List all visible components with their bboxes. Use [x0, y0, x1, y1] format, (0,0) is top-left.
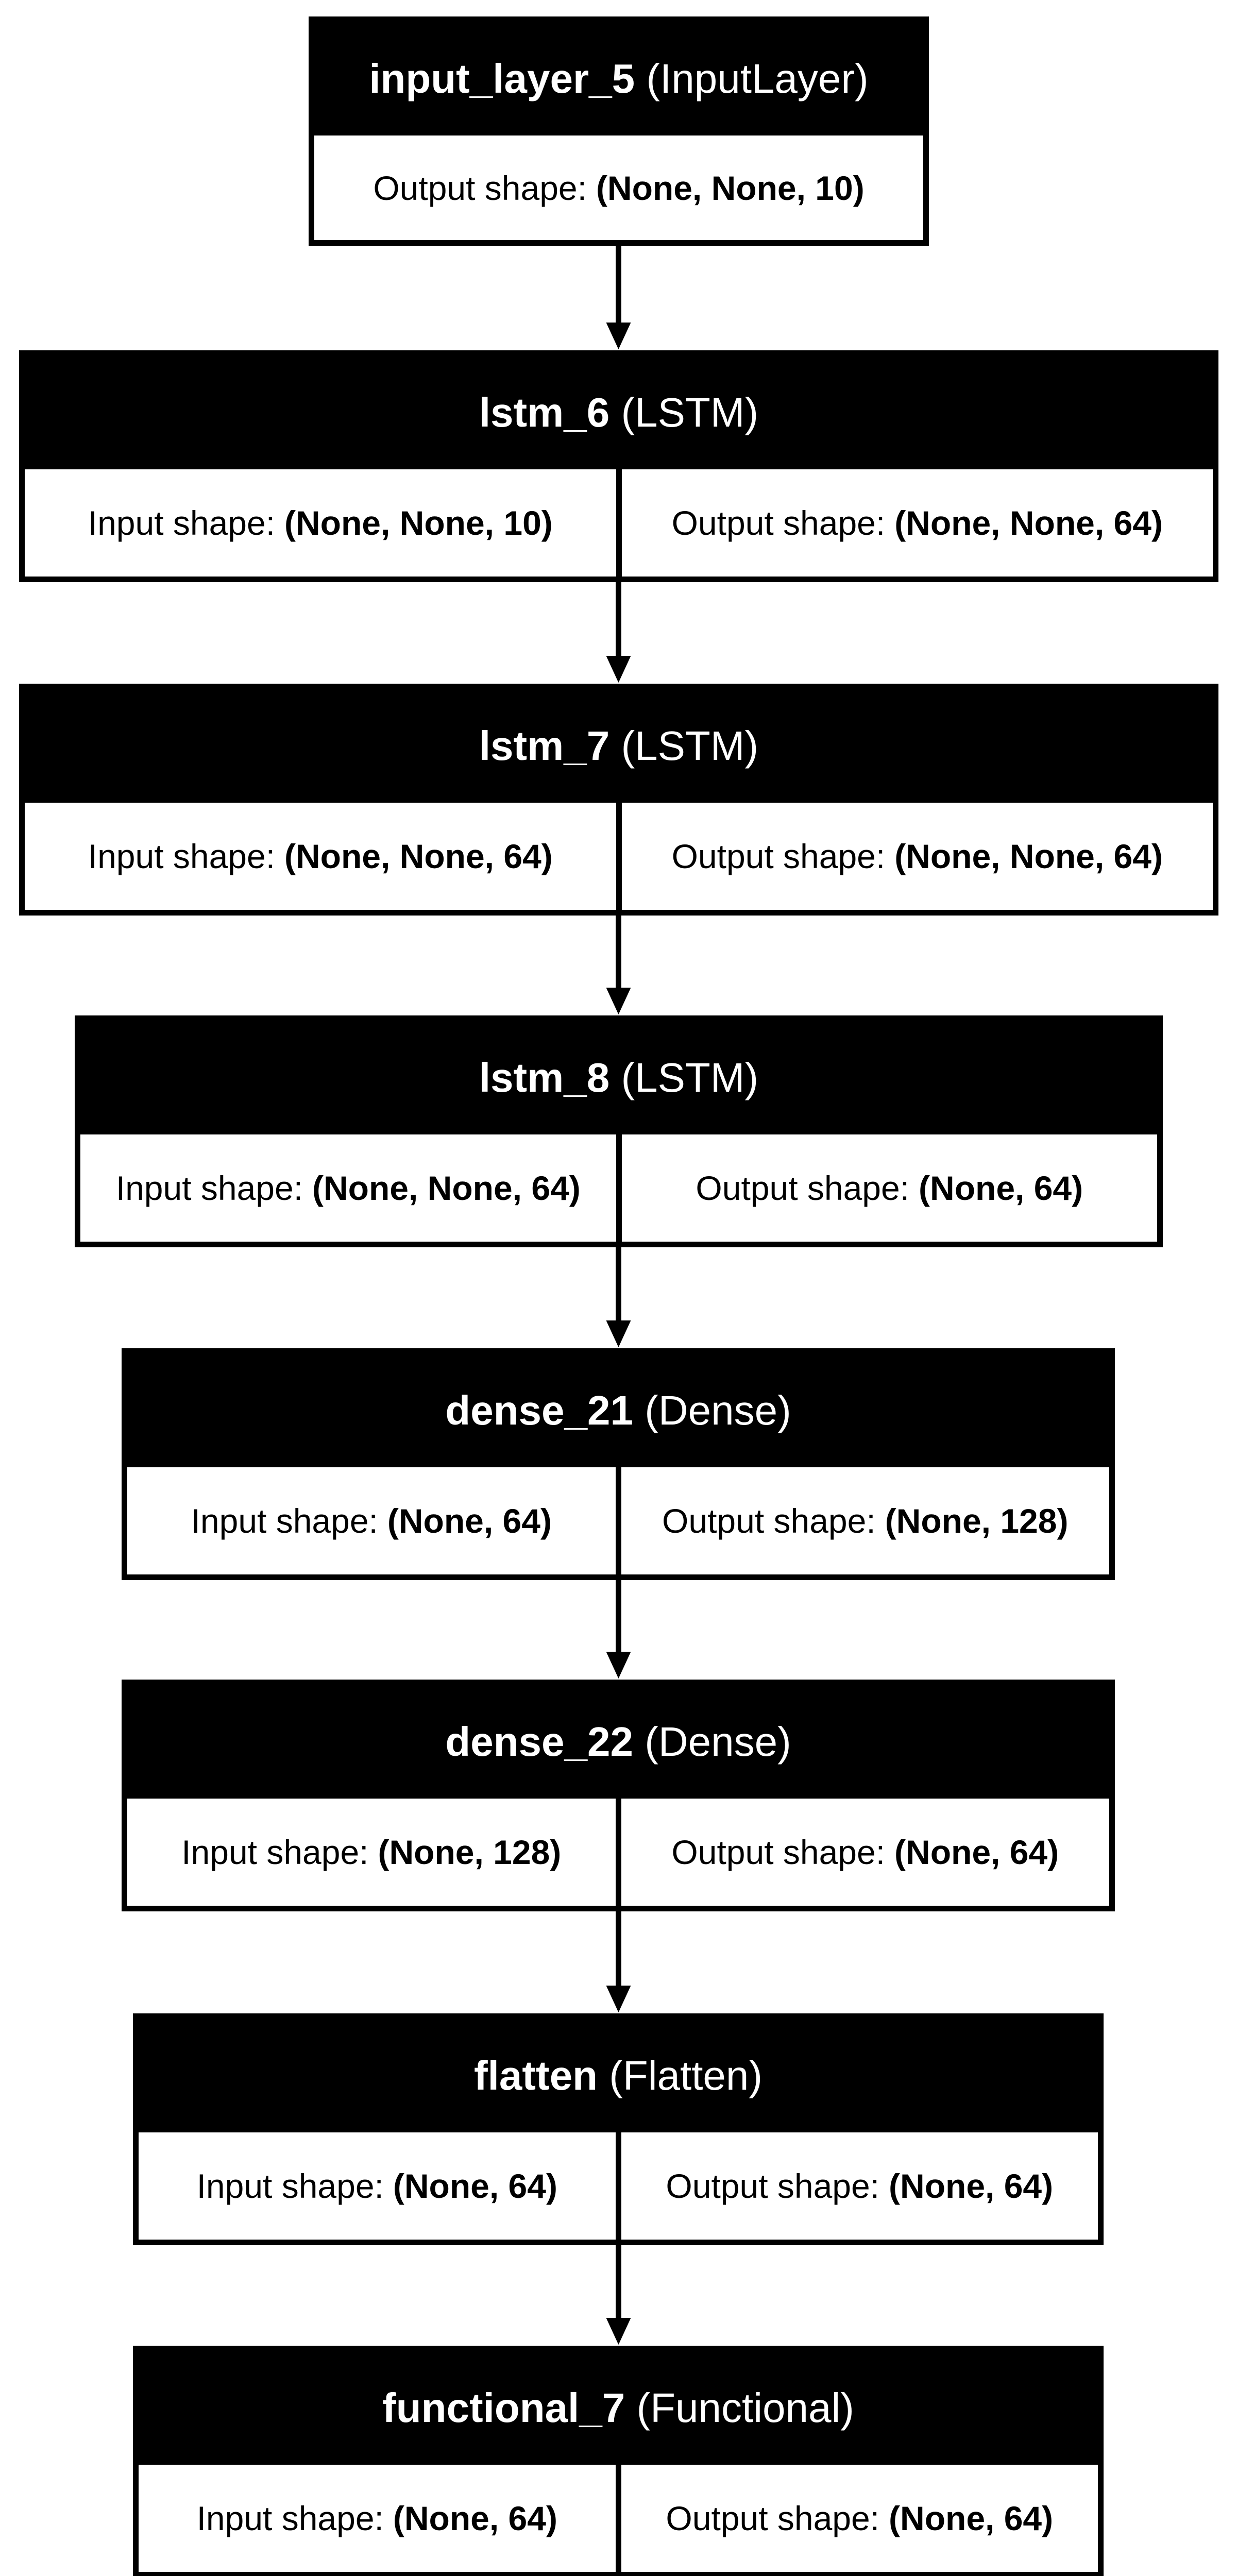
output-shape-value: (None, 64)	[894, 1833, 1059, 1871]
layer-header	[139, 2019, 1098, 2132]
shape-row	[139, 2465, 1098, 2572]
input-shape-label: Input shape:	[88, 837, 276, 875]
layer-header	[139, 2351, 1098, 2465]
connector-arrowhead	[606, 323, 631, 349]
output-shape-value: (None, 64)	[889, 2167, 1054, 2205]
layer-node-dense_22	[122, 1680, 1115, 1911]
shape-row	[139, 2132, 1098, 2240]
input-shape-cell	[25, 803, 616, 910]
layer-header	[127, 1685, 1109, 1799]
layer-header	[25, 356, 1213, 469]
input-shape-value: (None, 64)	[393, 2167, 557, 2205]
input-shape-value: (None, None, 64)	[312, 1169, 581, 1207]
output-shape-value: (None, 128)	[885, 1502, 1069, 1540]
output-shape-label: Output shape:	[696, 1169, 910, 1207]
output-shape-cell	[616, 1467, 1110, 1574]
input-shape-cell	[25, 469, 616, 577]
input-shape-cell	[139, 2465, 616, 2572]
layer-node-flatten	[133, 2013, 1104, 2245]
output-shape-cell	[616, 469, 1213, 577]
input-shape-cell	[127, 1799, 616, 1906]
output-shape-value: (None, 64)	[919, 1169, 1083, 1207]
layer-type: (LSTM)	[621, 1055, 759, 1100]
shape-row	[127, 1467, 1109, 1574]
output-shape-label: Output shape:	[671, 504, 886, 542]
layer-name: lstm_7	[479, 723, 610, 769]
input-shape-cell	[139, 2132, 616, 2240]
output-shape-cell	[616, 803, 1213, 910]
layer-name: dense_21	[445, 1387, 633, 1433]
output-shape-value: (None, None, 10)	[596, 168, 865, 207]
input-shape-label: Input shape:	[196, 2167, 384, 2205]
connector-arrowhead	[606, 1320, 631, 1347]
layer-name: lstm_6	[479, 389, 610, 435]
layer-type: (InputLayer)	[646, 56, 869, 101]
layer-node-lstm_8	[75, 1015, 1163, 1247]
output-shape-label: Output shape:	[666, 2167, 880, 2205]
layer-header	[314, 22, 923, 135]
layer-name: lstm_8	[479, 1055, 610, 1100]
input-shape-value: (None, None, 64)	[284, 837, 553, 875]
layer-node-dense_21	[122, 1348, 1115, 1580]
output-shape-value: (None, 64)	[889, 2499, 1054, 2537]
input-shape-label: Input shape:	[88, 504, 276, 542]
layer-node-input_layer_5	[309, 16, 929, 246]
shape-row	[25, 469, 1213, 577]
output-shape-label: Output shape:	[671, 837, 886, 875]
input-shape-value: (None, 128)	[378, 1833, 562, 1871]
output-shape-label: Output shape:	[662, 1502, 876, 1540]
input-shape-label: Input shape:	[181, 1833, 369, 1871]
layer-type: (Functional)	[636, 2385, 854, 2431]
connector-arrowhead	[606, 1652, 631, 1679]
layer-name: flatten	[473, 2053, 598, 2098]
layer-name: functional_7	[382, 2385, 625, 2431]
layer-header	[80, 1021, 1157, 1134]
input-shape-label: Input shape:	[191, 1502, 378, 1540]
output-shape-cell	[616, 1134, 1158, 1242]
layer-type: (LSTM)	[621, 389, 759, 435]
layer-name: input_layer_5	[369, 56, 635, 101]
output-shape-label: Output shape:	[373, 168, 587, 207]
layer-name: dense_22	[445, 1719, 633, 1765]
input-shape-value: (None, None, 10)	[284, 504, 553, 542]
layer-type: (LSTM)	[621, 723, 759, 769]
connector-arrowhead	[606, 2318, 631, 2345]
layer-node-functional_7	[133, 2346, 1104, 2576]
output-shape-label: Output shape:	[666, 2499, 880, 2537]
input-shape-cell	[80, 1134, 616, 1242]
output-shape-cell	[616, 2132, 1098, 2240]
layer-node-lstm_6	[19, 350, 1218, 582]
layer-header	[127, 1354, 1109, 1467]
shape-row	[127, 1799, 1109, 1906]
output-shape-cell	[314, 135, 923, 240]
connector-arrowhead	[606, 988, 631, 1014]
layer-node-lstm_7	[19, 684, 1218, 916]
input-shape-value: (None, 64)	[393, 2499, 557, 2537]
output-shape-value: (None, None, 64)	[894, 504, 1163, 542]
connector-arrowhead	[606, 1986, 631, 2012]
shape-row	[314, 135, 923, 240]
output-shape-label: Output shape:	[671, 1833, 886, 1871]
input-shape-value: (None, 64)	[387, 1502, 552, 1540]
output-shape-cell	[616, 2465, 1098, 2572]
layer-type: (Dense)	[645, 1719, 791, 1765]
output-shape-cell	[616, 1799, 1110, 1906]
input-shape-label: Input shape:	[115, 1169, 303, 1207]
input-shape-label: Input shape:	[196, 2499, 384, 2537]
connector-arrowhead	[606, 656, 631, 683]
shape-row	[80, 1134, 1157, 1242]
input-shape-cell	[127, 1467, 616, 1574]
layer-header	[25, 689, 1213, 803]
layer-type: (Dense)	[645, 1387, 791, 1433]
output-shape-value: (None, None, 64)	[894, 837, 1163, 875]
shape-row	[25, 803, 1213, 910]
layer-type: (Flatten)	[609, 2053, 763, 2098]
